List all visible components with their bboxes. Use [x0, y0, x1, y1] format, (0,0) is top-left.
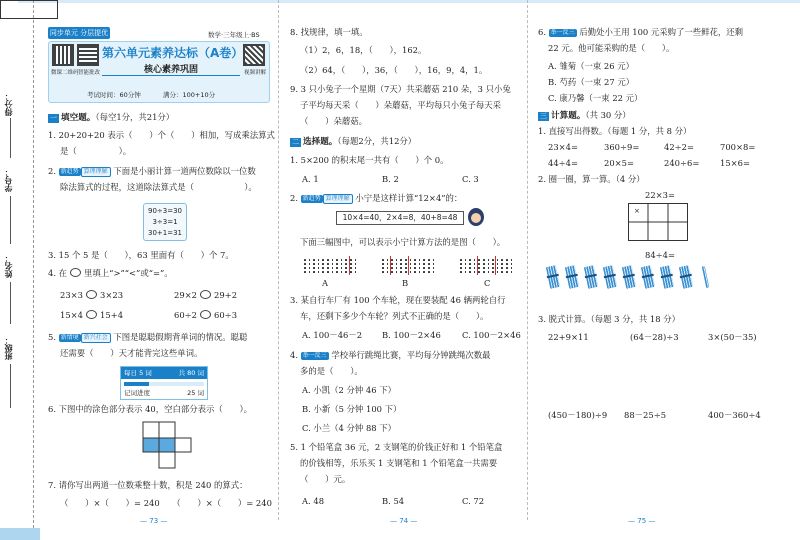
- q6-line2: 22 元。他可能采购的是（ ）。: [548, 43, 675, 53]
- oral-8[interactable]: 15×6=: [720, 158, 751, 168]
- c2: 2. 圈一圈，算一算。（4 分）: [538, 174, 645, 184]
- multiply-expression: 22×3=: [645, 190, 676, 200]
- q8-1: （1）2，6，18，（ ），162。: [300, 45, 427, 55]
- q6-line1: 6. 举一反三 后勤处小王用 100 元采购了一些鲜花，还剩: [538, 27, 744, 37]
- q2-line1: 2. 新趋势 算理理解 下面是小丽计算一道两位数除以一位数: [48, 166, 256, 176]
- oral-1[interactable]: 23×4=: [548, 142, 579, 152]
- stick-bundle: [584, 265, 598, 289]
- calc-process-box: 90÷3=30 3÷3=1 30+1=31: [143, 203, 187, 241]
- s3-option-c[interactable]: C. 100－2×46: [462, 330, 521, 340]
- page-number-74: — 74 —: [390, 517, 418, 525]
- full-score: 满分：100+10分: [163, 91, 216, 99]
- dot-figure-c: [0, 0, 58, 19]
- compare-4[interactable]: 60÷2 60÷3: [174, 310, 238, 320]
- subject-label: 数学·三年级上·BS: [208, 31, 260, 39]
- q6-option-c[interactable]: C. 康乃馨（一束 22 元）: [548, 93, 643, 103]
- q6-option-b[interactable]: B. 芍药（一束 27 元）: [548, 77, 635, 87]
- student-id-label: 学号：: [4, 168, 13, 192]
- s3-option-b[interactable]: B. 100－2×46: [382, 330, 441, 340]
- oral-4[interactable]: 700×8=: [720, 142, 756, 152]
- c3: 3. 脱式计算。（每题 3 分，共 18 分）: [538, 314, 680, 324]
- s3-line1: 3. 某自行车厂有 100 个车轮，现在要装配 46 辆两轮自行: [290, 295, 506, 305]
- class-label: 班级：: [4, 336, 13, 360]
- compare-3[interactable]: 15×4 15+4: [60, 310, 124, 320]
- s5-option-c[interactable]: C. 72: [462, 496, 485, 506]
- stick-bundle: [603, 265, 617, 289]
- qr-code-right[interactable]: [243, 44, 265, 66]
- s5-line1: 5. 1 个铅笔盒 36 元，2 支钢笔的价钱正好和 1 个铅笔盒: [290, 442, 503, 452]
- q2-line2: 除法算式的过程，这道除法算式是（ ）。: [60, 182, 257, 192]
- s1-option-a[interactable]: A. 1: [302, 174, 319, 184]
- expr-5[interactable]: 88－25÷5: [624, 410, 667, 420]
- q6-option-a[interactable]: A. 雏菊（一束 26 元）: [548, 61, 634, 71]
- s4-option-c[interactable]: C. 小兰（4 分钟 88 下）: [302, 423, 397, 433]
- s4-option-a[interactable]: A. 小凯（2 分钟 46 下）: [302, 385, 396, 395]
- oral-6[interactable]: 20×5=: [604, 158, 635, 168]
- expr-1[interactable]: 22+9×11: [548, 332, 589, 342]
- q5-line2: 还需要（ ）天才能背完这些单词。: [60, 348, 203, 358]
- paper-title: 第六单元素养达标（A卷）: [102, 46, 244, 60]
- progress-fill: [124, 382, 149, 386]
- q8-2: （2）64，（ ），36，（ ），16，9，4，1。: [300, 65, 488, 75]
- s5-option-b[interactable]: B. 54: [382, 496, 405, 506]
- stick-bundle: [679, 265, 693, 289]
- method-box: 10×4=40，2×4=8，40+8=48: [336, 211, 464, 225]
- q7-line2: （ ）×（ ）= 240 （ ）×（ ）= 240: [60, 498, 272, 508]
- s4-line2: 多的是（ ）。: [300, 366, 363, 376]
- compare-1[interactable]: 23×3 3×23: [60, 290, 124, 300]
- progress-track: [124, 382, 204, 386]
- page-number-75: — 75 —: [628, 517, 656, 525]
- oral-7[interactable]: 240÷6=: [664, 158, 700, 168]
- s4-line1: 4. 举一反三 学校举行跳绳比赛，平均每分钟跳绳次数最: [290, 350, 491, 360]
- s2-line1: 2. 新趋势 算理理解 小宁是这样计算“12×4”的：: [290, 193, 463, 203]
- progress-card: 每日 5 词 共 80 词 记词进度 25 词: [120, 366, 208, 400]
- name-label: 姓名：: [4, 254, 13, 278]
- exam-time: 考试时间：60分钟: [87, 91, 141, 99]
- stick-bundle: [641, 265, 655, 289]
- qr-code-left-1[interactable]: [52, 44, 74, 66]
- q9-line1: 9. 3 只小兔子一个星期（7天）共采蘑菇 210 朵，3 只小兔: [290, 84, 511, 94]
- s4-option-b[interactable]: B. 小新（5 分钟 100 下）: [302, 404, 402, 414]
- corner-tab: [0, 528, 40, 540]
- q8: 8. 找规律，填一填。: [290, 27, 368, 37]
- s2-option-a[interactable]: A: [322, 278, 329, 288]
- shaded-figure: [142, 421, 192, 469]
- q1-line2: 是（ ）。: [60, 146, 132, 156]
- stick-bundle: [546, 265, 560, 289]
- series-badge: 同步单元 分层提优: [49, 29, 109, 37]
- s5-line2: 的价钱相等，乐乐买 1 支钢笔和 1 个铅笔盒一共需要: [300, 458, 498, 468]
- s1-option-c[interactable]: C. 3: [462, 174, 479, 184]
- s3-option-a[interactable]: A. 100－46－2: [302, 330, 363, 340]
- q9-line2: 子平均每天采（ ）朵蘑菇，平均每只小兔子每天采: [300, 100, 501, 110]
- student-avatar: [468, 208, 484, 226]
- q7-line1: 7. 请你写出两道一位数乘整十数，积是 240 的算式：: [48, 480, 248, 490]
- stick-bundle: [565, 265, 579, 289]
- s1: 1. 5×200 的积末尾一共有（ ）个 0。: [290, 155, 449, 165]
- stick-bundle: [622, 265, 636, 289]
- s1-option-b[interactable]: B. 2: [382, 174, 399, 184]
- oral-3[interactable]: 42÷2=: [664, 142, 695, 152]
- s5-line3: （ ）元。: [300, 474, 351, 484]
- expr-3[interactable]: 3×(50－35): [708, 332, 757, 342]
- top-stripe: [18, 0, 800, 3]
- stick-bundle: [660, 265, 674, 289]
- section-1-title: 一 填空题。（每空1分，共21分）: [50, 112, 175, 123]
- q9-line3: （ ）朵蘑菇。: [300, 116, 367, 126]
- stick-bundle: [702, 266, 710, 288]
- score-label: 得分：: [4, 92, 13, 116]
- expr-4[interactable]: (450－180)÷9: [548, 410, 608, 420]
- expr-2[interactable]: (64－28)÷3: [630, 332, 679, 342]
- q6: 6. 下图中的涂色部分表示 40，空白部分表示（ ）。: [48, 404, 253, 414]
- s2-option-b[interactable]: B: [402, 278, 409, 288]
- oral-2[interactable]: 360÷9=: [604, 142, 640, 152]
- qr-code-left-2[interactable]: [77, 44, 99, 66]
- page-number-73: — 73 —: [140, 517, 168, 525]
- c1: 1. 直接写出得数。（每题 1 分，共 8 分）: [538, 126, 692, 136]
- section-2-title: 二 选择题。（每题2分，共12分）: [292, 136, 417, 147]
- binding-line: [33, 0, 34, 528]
- s2-option-c[interactable]: C: [484, 278, 491, 288]
- section-3-title: 三 计算题。（共 30 分）: [540, 110, 631, 121]
- q3: 3. 15 个 5 是（ ），63 里面有（ ）个 7。: [48, 250, 234, 260]
- q5-line1: 5. 新情境 新兴社会 下图是聪聪假期背单词的情况。聪聪: [48, 332, 248, 342]
- grid-times-sign: ×: [634, 207, 640, 215]
- s2-line2: 下面三幅图中，可以表示小宁计算方法的是图（ ）。: [300, 237, 506, 247]
- compare-2[interactable]: 29×2 29+2: [174, 290, 238, 300]
- paper-subtitle: 核心素养巩固: [143, 65, 198, 75]
- oral-5[interactable]: 44÷4=: [548, 158, 579, 168]
- q4: 4. 在 里填上“>”“<”或“=”。: [48, 268, 173, 278]
- s3-line2: 车，还剩下多少个车轮？列式不正确的是（ ）。: [300, 311, 489, 321]
- q1-line1: 1. 20+20+20 表示（ ）个（ ）相加，写成乘法算式: [48, 130, 275, 140]
- s5-option-a[interactable]: A. 48: [302, 496, 325, 506]
- divide-expression: 84÷4=: [645, 250, 676, 260]
- expr-6[interactable]: 400－360÷4: [708, 410, 761, 420]
